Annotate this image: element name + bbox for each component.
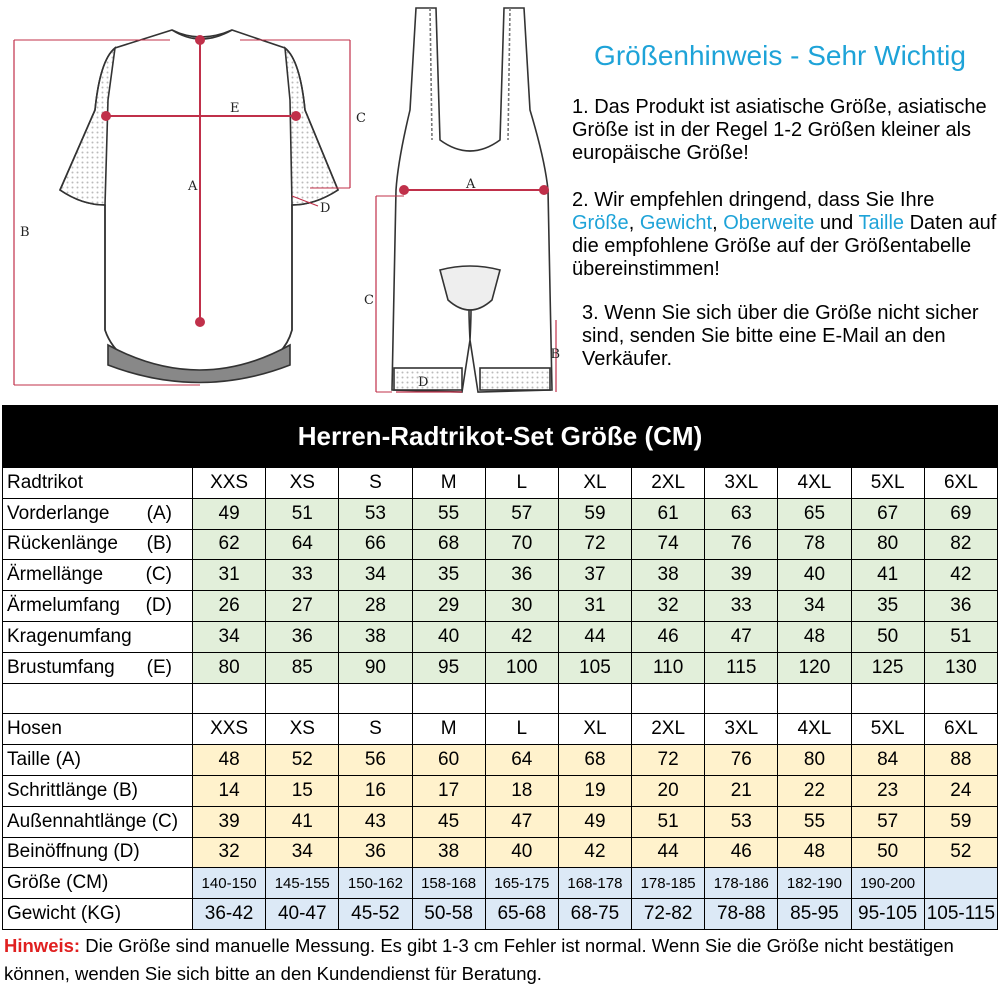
- table-cell: 90: [339, 652, 412, 683]
- table-row: [3, 899, 998, 930]
- table-cell: 24: [924, 775, 997, 806]
- table-cell: 38: [632, 560, 705, 591]
- footer-label: Hinweis:: [4, 935, 81, 956]
- table-cell: 33: [266, 560, 339, 591]
- table-cell: 45: [412, 806, 485, 837]
- table-cell: 190-200: [851, 868, 924, 899]
- table-cell: 165-175: [485, 868, 558, 899]
- table-cell: 61: [632, 498, 705, 529]
- table-cell: 32: [193, 837, 266, 868]
- table-cell: 36: [924, 591, 997, 622]
- table-row: [3, 775, 998, 806]
- table-row: [3, 621, 998, 652]
- table-cell: 36: [339, 837, 412, 868]
- table-cell: 42: [485, 621, 558, 652]
- row-label-key: (A): [146, 502, 172, 524]
- row-label-name: Ärmellänge: [7, 564, 104, 586]
- table-cell: 51: [266, 498, 339, 529]
- spacer-cell: [193, 683, 266, 714]
- table-cell: 41: [266, 806, 339, 837]
- table-cell: 57: [851, 806, 924, 837]
- table-cell: 120: [778, 652, 851, 683]
- table-cell: 17: [412, 775, 485, 806]
- row-label: [3, 591, 193, 622]
- table-cell: 44: [632, 837, 705, 868]
- table-cell: 39: [705, 560, 778, 591]
- notice-p2-sep3: und: [814, 212, 859, 234]
- table-cell: 68: [412, 529, 485, 560]
- table-cell: 48: [778, 621, 851, 652]
- table-cell: 168-178: [558, 868, 631, 899]
- table-row: [3, 652, 998, 683]
- footer-note: [4, 932, 994, 988]
- table-cell: 60: [412, 745, 485, 776]
- table-cell: 30: [485, 591, 558, 622]
- notice-point-3: 3. Wenn Sie sich über die Größe nicht sicher sind, senden Sie bitte eine E-Mail an den Verkäufer.: [582, 302, 979, 370]
- table-cell: 76: [705, 529, 778, 560]
- table-cell: 34: [266, 837, 339, 868]
- bib-shorts-drawing: [392, 8, 552, 392]
- table-cell: 56: [339, 745, 412, 776]
- size-diagram: [0, 0, 560, 405]
- table-cell: [924, 868, 997, 899]
- row-label-name: Rückenlänge: [7, 533, 118, 555]
- table-cell: 26: [193, 591, 266, 622]
- row-label: [3, 498, 193, 529]
- table-cell: 37: [558, 560, 631, 591]
- table-cell: 28: [339, 591, 412, 622]
- jersey-header-label: Radtrikot: [3, 468, 193, 499]
- table-cell: 34: [339, 560, 412, 591]
- jersey-label-a: A: [188, 179, 198, 194]
- table-cell: 14: [193, 775, 266, 806]
- row-label: [3, 652, 193, 683]
- table-cell: 40-47: [266, 899, 339, 930]
- table-cell: 46: [705, 837, 778, 868]
- spacer-cell: [851, 683, 924, 714]
- table-cell: 84: [851, 745, 924, 776]
- table-cell: 65: [778, 498, 851, 529]
- table-cell: 178-186: [705, 868, 778, 899]
- size-table: [2, 467, 998, 930]
- row-label-key: (B): [146, 533, 172, 555]
- size-header-cell: XXS: [193, 468, 266, 499]
- table-cell: 44: [558, 621, 631, 652]
- spacer-cell: [266, 683, 339, 714]
- table-cell: 72-82: [632, 899, 705, 930]
- jersey-label-d: D: [320, 201, 331, 216]
- table-cell: 115: [705, 652, 778, 683]
- table-cell: 70: [485, 529, 558, 560]
- row-label: [3, 621, 193, 652]
- table-cell: 53: [705, 806, 778, 837]
- notice-p2-start: 2. Wir empfehlen dringend, dass Sie Ihre: [572, 189, 935, 211]
- table-cell: 51: [924, 621, 997, 652]
- row-label: [3, 529, 193, 560]
- row-label-name: Ärmelumfang: [7, 595, 120, 617]
- table-cell: 57: [485, 498, 558, 529]
- table-cell: 35: [851, 591, 924, 622]
- row-label-name: Vorderlange: [7, 502, 110, 524]
- table-row: [3, 498, 998, 529]
- table-cell: 42: [558, 837, 631, 868]
- table-row: [3, 560, 998, 591]
- jersey-label-c: C: [356, 111, 366, 126]
- spacer-cell: [632, 683, 705, 714]
- size-header-cell: 4XL: [778, 468, 851, 499]
- table-cell: 20: [632, 775, 705, 806]
- size-header-cell: 4XL: [778, 714, 851, 745]
- table-cell: 31: [558, 591, 631, 622]
- row-label: [3, 560, 193, 591]
- notice-keyword-waist: Taille: [858, 212, 905, 234]
- table-cell: 72: [632, 745, 705, 776]
- table-cell: 59: [924, 806, 997, 837]
- table-cell: 140-150: [193, 868, 266, 899]
- spacer-row: [3, 683, 998, 714]
- table-cell: 158-168: [412, 868, 485, 899]
- table-row: [3, 529, 998, 560]
- table-cell: 80: [778, 745, 851, 776]
- table-cell: 33: [705, 591, 778, 622]
- size-header-cell: XS: [266, 468, 339, 499]
- jersey-label-e: E: [230, 101, 240, 116]
- notice-point-2: [572, 189, 1000, 281]
- table-cell: 50: [851, 837, 924, 868]
- notice-heading: Größenhinweis - Sehr Wichtig: [594, 40, 966, 71]
- table-cell: 38: [412, 837, 485, 868]
- table-cell: 15: [266, 775, 339, 806]
- size-header-cell: XL: [558, 714, 631, 745]
- size-header-cell: S: [339, 468, 412, 499]
- table-cell: 50-58: [412, 899, 485, 930]
- size-header-cell: 6XL: [924, 468, 997, 499]
- table-cell: 52: [924, 837, 997, 868]
- size-header-cell: M: [412, 714, 485, 745]
- table-cell: 62: [193, 529, 266, 560]
- size-header-cell: L: [485, 468, 558, 499]
- notice-keyword-size: Größe: [572, 212, 629, 234]
- size-header-cell: XXS: [193, 714, 266, 745]
- size-header-cell: S: [339, 714, 412, 745]
- notice-point-1: 1. Das Produkt ist asiatische Größe, asiatische Größe ist in der Regel 1-2 Größen kleiner als europäische Größe!: [572, 96, 987, 164]
- table-cell: 78-88: [705, 899, 778, 930]
- table-cell: 68: [558, 745, 631, 776]
- table-cell: 40: [778, 560, 851, 591]
- table-cell: 48: [778, 837, 851, 868]
- table-cell: 66: [339, 529, 412, 560]
- table-cell: 40: [485, 837, 558, 868]
- row-label: Größe (CM): [3, 868, 193, 899]
- size-header-cell: 2XL: [632, 468, 705, 499]
- table-cell: 88: [924, 745, 997, 776]
- table-row: [3, 745, 998, 776]
- row-label-key: (C): [145, 564, 172, 586]
- table-cell: 22: [778, 775, 851, 806]
- table-cell: 36: [266, 621, 339, 652]
- table-cell: 105: [558, 652, 631, 683]
- table-cell: 49: [193, 498, 266, 529]
- row-label: Außennahtlänge (C): [3, 806, 193, 837]
- table-cell: 74: [632, 529, 705, 560]
- table-cell: 34: [193, 621, 266, 652]
- table-cell: 31: [193, 560, 266, 591]
- size-header-cell: L: [485, 714, 558, 745]
- row-label: Gewicht (KG): [3, 899, 193, 930]
- table-cell: 105-115: [924, 899, 997, 930]
- table-cell: 80: [193, 652, 266, 683]
- table-cell: 52: [266, 745, 339, 776]
- table-cell: 150-162: [339, 868, 412, 899]
- table-cell: 34: [778, 591, 851, 622]
- spacer-cell: [924, 683, 997, 714]
- table-cell: 29: [412, 591, 485, 622]
- table-cell: 76: [705, 745, 778, 776]
- table-cell: 47: [485, 806, 558, 837]
- table-cell: 21: [705, 775, 778, 806]
- table-cell: 36: [485, 560, 558, 591]
- spacer-cell: [3, 683, 193, 714]
- table-cell: 100: [485, 652, 558, 683]
- table-cell: 40: [412, 621, 485, 652]
- notice-p2-sep2: ,: [712, 212, 724, 234]
- table-cell: 55: [412, 498, 485, 529]
- table-title: Herren-Radtrikot-Set Größe (CM): [2, 405, 998, 467]
- table-cell: 32: [632, 591, 705, 622]
- table-cell: 82: [924, 529, 997, 560]
- table-cell: 72: [558, 529, 631, 560]
- notice-p2-end: Daten auf die empfohlene Größe auf der Größentabelle übereinstimmen!: [572, 212, 997, 280]
- spacer-cell: [705, 683, 778, 714]
- table-cell: 68-75: [558, 899, 631, 930]
- table-cell: 67: [851, 498, 924, 529]
- table-cell: 35: [412, 560, 485, 591]
- table-cell: 145-155: [266, 868, 339, 899]
- spacer-cell: [485, 683, 558, 714]
- table-cell: 69: [924, 498, 997, 529]
- table-cell: 46: [632, 621, 705, 652]
- table-cell: 110: [632, 652, 705, 683]
- jersey-label-b: B: [20, 225, 30, 240]
- table-cell: 53: [339, 498, 412, 529]
- footer-text: Die Größe sind manuelle Messung. Es gibt 1-3 cm Fehler ist normal. Wenn Sie die Größe nicht bestätigen können, wenden Sie sich bitte an den Kundendienst für Beratung.: [4, 935, 954, 984]
- size-header-cell: 6XL: [924, 714, 997, 745]
- row-label: Schrittlänge (B): [3, 775, 193, 806]
- row-label: Beinöffnung (D): [3, 837, 193, 868]
- spacer-cell: [412, 683, 485, 714]
- table-cell: 39: [193, 806, 266, 837]
- pants-header-label: Hosen: [3, 714, 193, 745]
- table-cell: 49: [558, 806, 631, 837]
- table-cell: 19: [558, 775, 631, 806]
- table-cell: 55: [778, 806, 851, 837]
- table-cell: 130: [924, 652, 997, 683]
- table-cell: 78: [778, 529, 851, 560]
- table-cell: 38: [339, 621, 412, 652]
- table-cell: 23: [851, 775, 924, 806]
- table-cell: 85: [266, 652, 339, 683]
- table-cell: 64: [266, 529, 339, 560]
- table-cell: 43: [339, 806, 412, 837]
- table-cell: 41: [851, 560, 924, 591]
- table-cell: 80: [851, 529, 924, 560]
- row-label-name: Kragenumfang: [7, 625, 132, 647]
- size-notice: [560, 0, 1000, 405]
- spacer-cell: [339, 683, 412, 714]
- bib-label-a: A: [466, 177, 476, 192]
- table-cell: 95: [412, 652, 485, 683]
- table-cell: 36-42: [193, 899, 266, 930]
- notice-keyword-bust: Oberweite: [723, 212, 815, 234]
- spacer-cell: [778, 683, 851, 714]
- bib-label-b: B: [550, 347, 560, 362]
- table-cell: 47: [705, 621, 778, 652]
- size-header-cell: M: [412, 468, 485, 499]
- notice-keyword-weight: Gewicht: [639, 212, 713, 234]
- jersey-header-row: [3, 468, 998, 499]
- table-cell: 65-68: [485, 899, 558, 930]
- table-cell: 95-105: [851, 899, 924, 930]
- size-header-cell: 3XL: [705, 468, 778, 499]
- table-cell: 178-185: [632, 868, 705, 899]
- table-row: [3, 837, 998, 868]
- size-header-cell: 5XL: [851, 468, 924, 499]
- table-cell: 16: [339, 775, 412, 806]
- row-label-name: Brustumfang: [7, 656, 115, 678]
- row-label-key: (D): [145, 595, 172, 617]
- table-cell: 51: [632, 806, 705, 837]
- table-cell: 48: [193, 745, 266, 776]
- size-header-cell: 2XL: [632, 714, 705, 745]
- size-header-cell: 3XL: [705, 714, 778, 745]
- bib-label-c: C: [364, 293, 374, 308]
- table-cell: 125: [851, 652, 924, 683]
- table-cell: 85-95: [778, 899, 851, 930]
- table-cell: 64: [485, 745, 558, 776]
- pants-header-row: [3, 714, 998, 745]
- table-cell: 59: [558, 498, 631, 529]
- table-cell: 50: [851, 621, 924, 652]
- notice-p2-sep1: ,: [628, 212, 640, 234]
- table-cell: 63: [705, 498, 778, 529]
- spacer-cell: [558, 683, 631, 714]
- size-header-cell: 5XL: [851, 714, 924, 745]
- table-row: [3, 868, 998, 899]
- table-cell: 182-190: [778, 868, 851, 899]
- table-row: [3, 806, 998, 837]
- table-cell: 27: [266, 591, 339, 622]
- bib-label-d: D: [418, 375, 429, 390]
- row-label-key: (E): [146, 656, 172, 678]
- table-cell: 45-52: [339, 899, 412, 930]
- size-header-cell: XS: [266, 714, 339, 745]
- table-cell: 18: [485, 775, 558, 806]
- table-row: [3, 591, 998, 622]
- table-cell: 42: [924, 560, 997, 591]
- row-label: Taille (A): [3, 745, 193, 776]
- size-header-cell: XL: [558, 468, 631, 499]
